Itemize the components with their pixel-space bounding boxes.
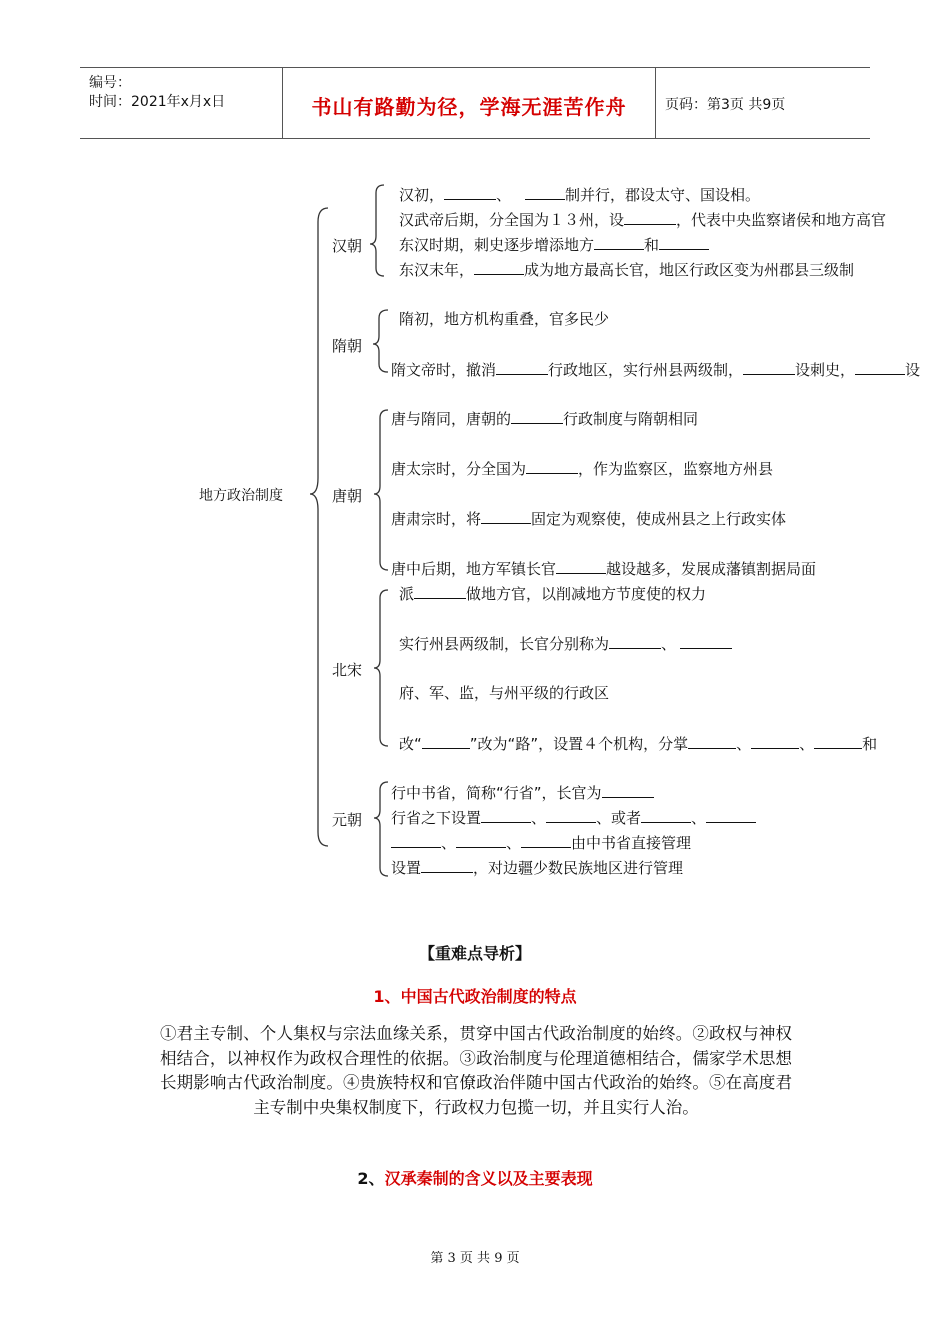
fill-blank — [602, 783, 654, 798]
fill-blank — [855, 360, 905, 375]
fill-blank — [511, 409, 563, 424]
dynasty-beisong: 北宋 — [332, 661, 363, 679]
section-1-paragraph: ①君主专制、个人集权与宗法血缘关系，贯穿中国古代政治制度的始终。②政权与神权相结合，以神权作为政权合理性的依据。③政治制度与伦理道德相结合，儒家学术思想长期影响古代政治制度。④贵族特权和官僚政治伴随中国古代政治的始终。⑤在高度君主专制中央集权制度下，行政权力包揽一切，并且实行人治。 — [160, 1024, 792, 1117]
fill-blank — [391, 833, 441, 848]
section-1-heading — [0, 984, 950, 1007]
section-1-title: 中国古代政治制度的特点 — [400, 987, 577, 1006]
page-indicator: 页码：第3页 共9页 — [665, 97, 786, 113]
beisong-brace — [374, 590, 388, 746]
fill-blank — [594, 235, 644, 250]
fill-blank — [414, 584, 466, 599]
beisong-item-2: 实行州县两级制，长官分别称为 、 — [399, 634, 732, 653]
dynasty-sui: 隋朝 — [332, 337, 363, 355]
yuan-item-4: 设置 ，对边疆少数民族地区进行管理 — [391, 859, 684, 877]
fill-blank — [751, 734, 799, 749]
doc-number: 编号： — [89, 75, 131, 91]
fill-blank — [481, 808, 531, 823]
fill-blank — [609, 634, 661, 649]
fill-blank — [525, 185, 565, 200]
fill-blank — [743, 360, 795, 375]
diagram-root-label: 地方政治制度 — [199, 488, 283, 504]
fill-blank — [688, 734, 736, 749]
fill-blank — [624, 210, 676, 225]
han-item-2: 汉武帝后期，分全国为１３州，设 ，代表中央监察诸侯和地方高官 — [399, 211, 887, 229]
dynasty-tang: 唐朝 — [332, 487, 363, 505]
root-brace — [310, 208, 328, 846]
sui-item-1: 隋初，地方机构重叠，官多民少 — [399, 310, 610, 328]
yuan-item-3: 、 、 由中书省直接管理 — [391, 833, 691, 852]
yuan-item-2: 行省之下设置 、 、或者 、 — [391, 808, 756, 827]
han-item-3: 东汉时期，刺史逐步增添地方 和 — [399, 235, 709, 254]
fill-blank — [421, 858, 473, 873]
fill-blank — [706, 808, 756, 823]
tang-item-1: 唐与隋同，唐朝的 行政制度与隋朝相同 — [391, 410, 699, 428]
fill-blank — [814, 734, 862, 749]
page-footer: 第 3 页 共 9 页 — [430, 1251, 520, 1266]
doc-time: 时间：2021年x月x日 — [89, 94, 226, 110]
fill-blank — [521, 833, 571, 848]
motto: 书山有路勤为径，学海无涯苦作舟 — [311, 95, 627, 119]
beisong-item-4: 改“ ”改为“路”，设置４个机构，分掌 、 、 和 — [399, 735, 878, 753]
tang-item-3: 唐肃宗时，将 固定为观察使，使成州县之上行政实体 — [391, 510, 787, 528]
dynasty-han: 汉朝 — [332, 237, 363, 255]
fill-blank — [422, 734, 470, 749]
yuan-brace — [374, 782, 388, 876]
han-brace — [370, 185, 384, 276]
beisong-item-3: 府、军、监，与州平级的行政区 — [399, 684, 610, 702]
tang-item-2: 唐太宗时，分全国为 ，作为监察区，监察地方州县 — [391, 460, 774, 478]
han-item-1: 汉初， 、 制并行，郡设太守、国设相。 — [399, 186, 761, 204]
analysis-heading: 【重难点导析】 — [418, 944, 531, 963]
fill-blank — [546, 808, 596, 823]
yuan-item-1: 行中书省，简称“行省”，长官为 — [391, 783, 654, 802]
section-2-title: 汉承秦制的含义以及主要表现 — [384, 1169, 593, 1188]
section-2-heading — [0, 1166, 950, 1189]
fill-blank — [526, 459, 578, 474]
section-1-number: 1、 — [373, 987, 401, 1006]
tang-brace — [374, 410, 388, 570]
tang-item-4: 唐中后期，地方军镇长官 越设越多，发展成藩镇割据局面 — [391, 560, 817, 578]
fill-blank — [444, 185, 496, 200]
fill-blank — [556, 559, 606, 574]
dynasty-yuan: 元朝 — [332, 811, 363, 829]
sui-brace — [373, 310, 388, 372]
sui-item-2: 隋文帝时，撤消 行政地区，实行州县两级制， 设刺史， 设 — [391, 361, 921, 379]
fill-blank — [481, 509, 531, 524]
fill-blank — [456, 833, 506, 848]
fill-blank — [641, 808, 691, 823]
beisong-item-1: 派 做地方官，以削减地方节度使的权力 — [399, 585, 707, 603]
section-2-number: 2、 — [357, 1169, 385, 1188]
fill-blank — [680, 634, 732, 649]
fill-blank — [474, 260, 524, 275]
fill-blank — [496, 360, 548, 375]
han-item-4: 东汉末年， 成为地方最高长官，地区行政区变为州郡县三级制 — [399, 261, 855, 279]
fill-blank — [659, 235, 709, 250]
